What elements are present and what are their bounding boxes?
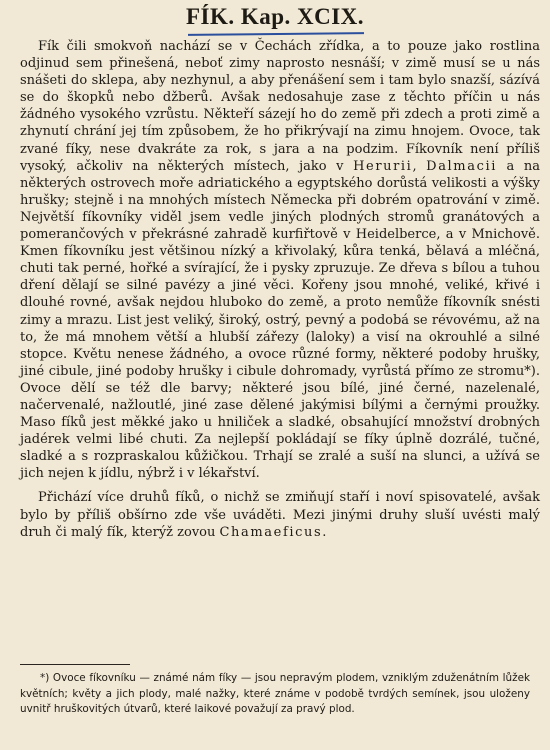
footnote-divider bbox=[20, 664, 130, 665]
paragraph-2 bbox=[20, 489, 540, 540]
place-name-herurii: Herurii bbox=[353, 158, 413, 174]
place-name-dalmacii: Dalmacii bbox=[426, 158, 497, 174]
paragraph-1-comma: , bbox=[412, 158, 427, 174]
paragraph-1 bbox=[20, 38, 540, 482]
footnote-text: *) Ovoce fíkovníku — známé nám fíky — jsou nepravým plodem, vzniklým zduženátním lůžek květních; květy a jich plody, malé nažky, které známe v podobě tvrdých semínek, jsou uloženy uvnitř hruškovitých útvarů, které laikové považují za pravý plod. bbox=[20, 672, 530, 716]
paragraph-1-text-b: a na některých ostrovech moře adriatického a egyptského dorůstá velikosti a výšky hrušky; stejně i na mnohých místech Německa při dobrém opatrování v zimě. Největší fíkovníky viděl jsem vedle jiných plodných stromů granátových a pomerančových v překrásné zahradě kurfiřtově v Heidelberce, a v Mnichově. Kmen fíkovníku jest většinou nízký a křivolaký, kůra tenká, bělavá a mléčná, chuti tak perné, hořké a svírající, že i pysky zpruzuje. Ze dřeva s bílou a tuhou dření dělají se silné pavézy a jiné věci. Kořeny jsou mnohé, veliké, křivé i dlouhé rovné, avšak nejdou hluboko do země, a proto nemůže fíkovník snésti zimy a mrazu. List jest veliký, široký, ostrý, pevný a podobá se révovému, až na to, že má mnohem větší a hlubší zářezy (laloky) a visí na okrouhlé a silné stopce. Květu nenese žádného, a ovoce různé formy, některé podoby hrušky, jiné cibule, jiné podoby hrušky i cibule dohromady, vyrůstá přímo ze stromu*). Ovoce dělí se též dle barvy; některé jsou bílé, jiné černé, nazelenalé, načervenalé, nažloutlé, jiné zase dělené jakýmisi bílými a černými proužky. Maso fíků jest měkké jako u hniliček a sladké, obsahující množství drobných jadérek velmi libé chuti. Za nejlepší pokládají se fíky úplně dozrálé, tučné, sladké a s rozpraskalou kůžičkou. Trhají se zralé a suší na slunci, a užívá se jich nejen k jídlu, nýbrž i v lékařství. bbox=[20, 158, 541, 482]
paragraph-2-text-b: . bbox=[322, 524, 327, 540]
heading-underline bbox=[188, 32, 364, 36]
latin-name-chamaeficus: Chamaeficus bbox=[219, 524, 323, 540]
paragraph-1-text-a: Fík čili smokvoň nachází se v Čechách zřídka, a to pouze jako rostlina odjinud sem přinešená, neboť zimy naprosto nesnáší; v zimě musí se u nás snášeti do sklepa, aby nezhynul, a aby přenášení sem i tam bylo snazší, sázívá se do škopků nebo džberů. Avšak nedosahuje zase z těchto příčin u nás žádného vysokého vzrůstu. Někteří sázejí ho do země při zdech a proti zimě a zhynutí chrání jej tím způsobem, že ho přikrývají na zimu hnojem. Ovoce, tak zvané fíky, nese dvakráte za rok, s jara a na podzim. Fíkovník není příliš vysoký, ačkoliv na některých místech, jako v bbox=[20, 39, 540, 174]
footnote bbox=[20, 671, 530, 718]
paragraph-2-text-a: Přichází více druhů fíků, o nichž se zmiňují staří i noví spisovatelé, avšak bylo by příliš obšírno zde vše uváděti. Mezi jinými druhy sluší uvésti malý druh či malý fík, kterýž zovou bbox=[20, 490, 540, 540]
chapter-body bbox=[20, 38, 540, 541]
chapter-heading: FÍK. Kap. XCIX. bbox=[185, 4, 365, 29]
